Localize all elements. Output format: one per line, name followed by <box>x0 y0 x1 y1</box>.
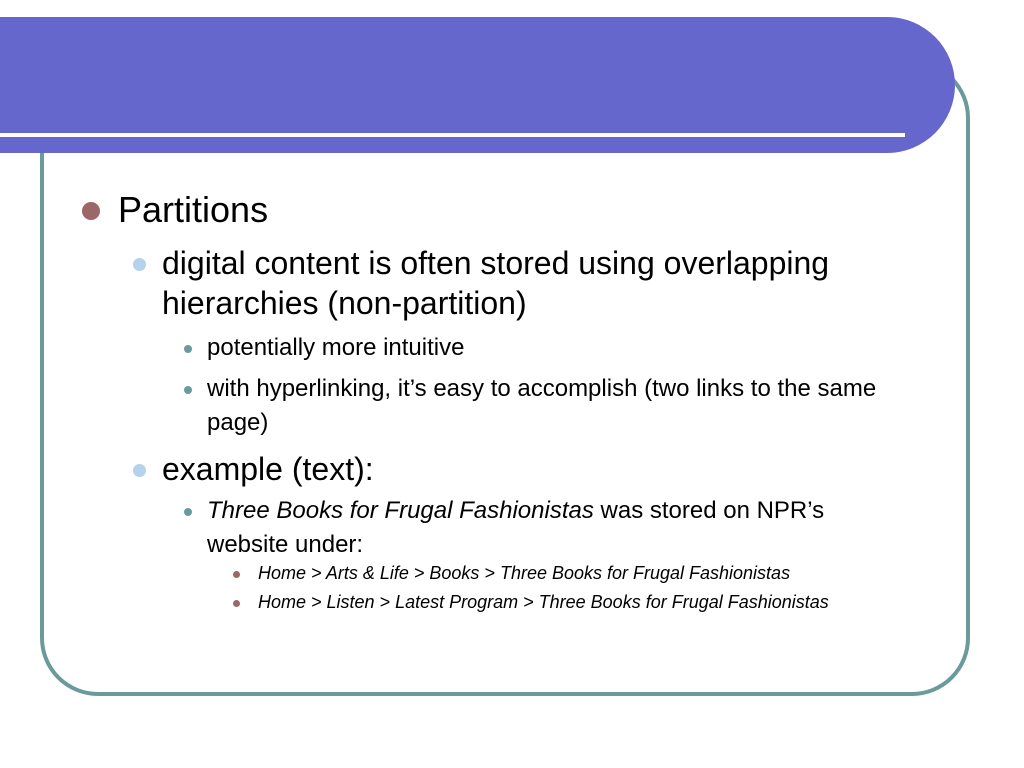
book-title: Three Books for Frugal Fashionistas <box>207 497 594 524</box>
bullet-three-books <box>207 494 907 562</box>
bullet-level4-icon <box>233 600 240 607</box>
bullet-level3-icon <box>184 508 192 516</box>
book-stored-text: was stored on NPR’s website under: <box>207 497 825 558</box>
bullet-potentially: potentially more intuitive <box>207 334 465 361</box>
bullet-level2-icon <box>133 258 146 271</box>
bullet-level2-icon <box>133 464 146 477</box>
bullet-partitions: Partitions <box>118 189 269 230</box>
bullet-example: example (text): <box>162 451 374 487</box>
bullet-level4-icon <box>233 571 240 578</box>
bullet-level3-icon <box>184 345 192 353</box>
bullet-digital-content: digital content is often stored using overlapping hierarchies (non-partition) <box>162 245 830 321</box>
bullet-level1-icon <box>82 202 100 220</box>
bullet-hyperlinking: with hyperlinking, it’s easy to accomplish (two links to the same page) <box>207 375 877 436</box>
bullet-path-one: Home > Arts & Life > Books > Three Books for Frugal Fashionistas <box>258 563 791 583</box>
bullet-path-two: Home > Listen > Latest Program > Three Books for Frugal Fashionistas <box>258 592 829 612</box>
bullet-level3-icon <box>184 386 192 394</box>
